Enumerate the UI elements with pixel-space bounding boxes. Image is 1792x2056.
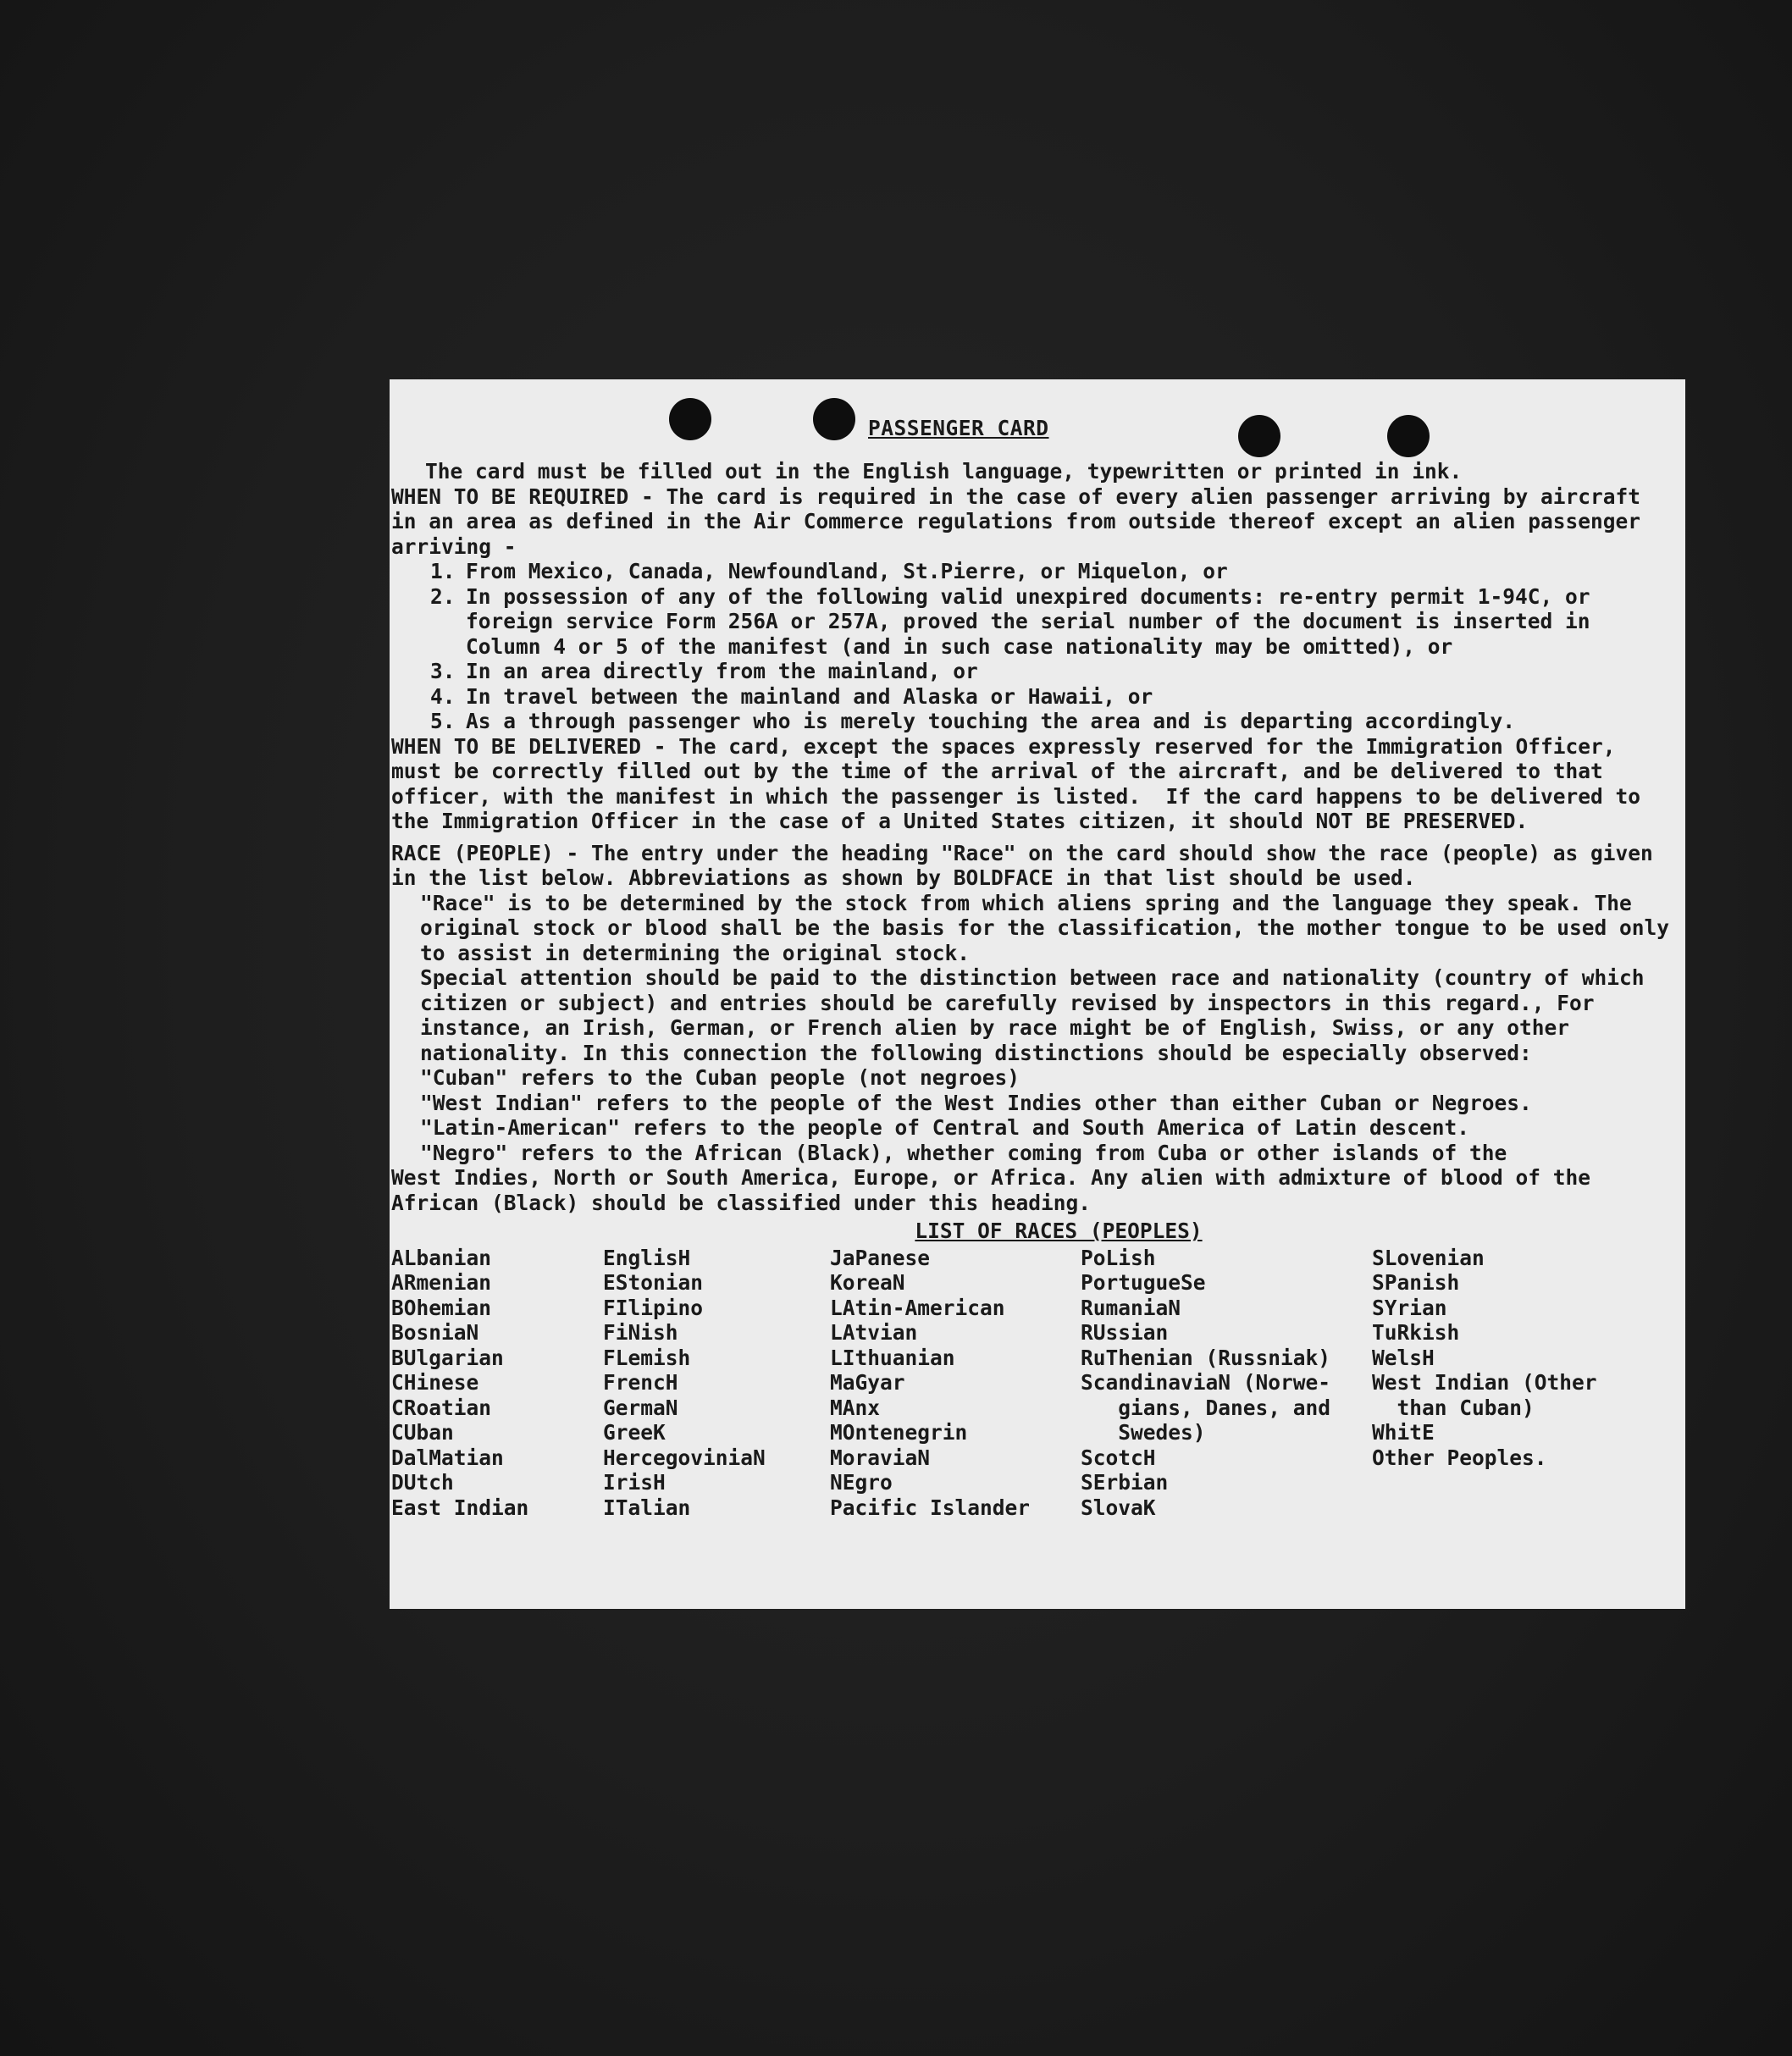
race-entry: NEgro <box>830 1470 893 1495</box>
race-entry: ITalian <box>603 1495 691 1520</box>
list-item <box>430 584 1675 660</box>
race-entry: RumaniaN <box>1081 1295 1181 1320</box>
item-text: From Mexico, Canada, Newfoundland, St.Pierre, or Miquelon, or <box>466 559 1228 583</box>
item-text: As a through passenger who is merely touching the area and is departing accordingly. <box>466 709 1516 733</box>
race-entry: MoraviaN <box>830 1445 931 1470</box>
document-body <box>391 459 1682 1520</box>
race-entry: RuThenian (Russniak) <box>1081 1345 1331 1370</box>
race-entry: FrencH <box>603 1370 678 1395</box>
race-entry: GermaN <box>603 1395 678 1420</box>
races-list <box>391 1246 1675 1521</box>
race-entry: WelsH <box>1372 1345 1435 1370</box>
item-text: In travel between the mainland and Alaska or Hawaii, or <box>466 683 1153 709</box>
race-entry: BosniaN <box>391 1320 479 1345</box>
race-entry: SErbian <box>1081 1470 1169 1495</box>
item-number: 5. <box>430 709 456 733</box>
race-entry: LIthuanian <box>830 1345 955 1370</box>
exception-list <box>391 559 1675 734</box>
race-entry: EnglisH <box>603 1245 691 1270</box>
race-entry: gians, Danes, and <box>1081 1395 1331 1420</box>
negro-note-first-line: "Negro" refers to the African (Black), whether coming from Cuba or other islands of the <box>420 1140 1507 1165</box>
race-entry: MOntenegrin <box>830 1420 968 1445</box>
when-required-paragraph <box>391 484 1675 560</box>
when-delivered-heading: WHEN TO BE DELIVERED <box>391 733 642 759</box>
passenger-card-page <box>390 379 1685 1609</box>
races-column-5 <box>1372 1246 1634 1521</box>
race-entry: BOhemian <box>391 1295 492 1320</box>
race-entry: PoLish <box>1081 1245 1156 1270</box>
race-entry: IrisH <box>603 1470 666 1495</box>
list-item <box>430 684 1675 710</box>
race-entry: ARmenian <box>391 1270 492 1295</box>
race-entry: FiNish <box>603 1320 678 1345</box>
race-entry: Other Peoples. <box>1372 1445 1547 1470</box>
race-entry: JaPanese <box>830 1245 931 1270</box>
list-item <box>430 659 1675 684</box>
punch-hole <box>813 398 855 440</box>
race-entry: WhitE <box>1372 1420 1435 1445</box>
race-entry: SLovenian <box>1372 1245 1485 1270</box>
race-entry: Swedes) <box>1081 1420 1206 1445</box>
race-heading: RACE (PEOPLE) <box>391 840 554 865</box>
when-required-heading: WHEN TO BE REQUIRED <box>391 484 629 509</box>
race-entry: DUtch <box>391 1470 454 1495</box>
race-entry: SYrian <box>1372 1295 1447 1320</box>
races-list-title: LIST OF RACES (PEOPLES) <box>915 1219 1203 1243</box>
item-text: In an area directly from the mainland, or <box>466 659 978 683</box>
race-entry: TuRkish <box>1372 1320 1460 1345</box>
race-entry: GreeK <box>603 1420 666 1445</box>
race-entry: CRoatian <box>391 1395 492 1420</box>
race-entry: MAnx <box>830 1395 881 1420</box>
when-delivered-paragraph <box>391 734 1675 834</box>
item-number: 4. <box>430 683 456 709</box>
race-entry: HercegoviniaN <box>603 1445 766 1470</box>
race-entry: FIlipino <box>603 1295 704 1320</box>
race-entry: MaGyar <box>830 1370 905 1395</box>
race-entry: ScandinaviaN (Norwe- <box>1081 1370 1331 1395</box>
races-column-3 <box>830 1246 1081 1521</box>
race-text: - The entry under the heading "Race" on the card should show the race (people) as given in the list below. Abbreviations as shown by BOLDFACE in that list should be used. <box>391 840 1666 890</box>
punch-hole <box>1387 415 1430 457</box>
races-column-4 <box>1081 1246 1372 1521</box>
item-number: 1. <box>430 559 456 583</box>
negro-note-continuation: West Indies, North or South America, Europe, or Africa. Any alien with admixture of blood of the African (Black) should be classified under this heading. <box>391 1165 1603 1215</box>
race-entry: FLemish <box>603 1345 691 1370</box>
race-entry: SPanish <box>1372 1270 1460 1295</box>
races-column-1 <box>391 1246 603 1521</box>
intro-paragraph: The card must be filled out in the English language, typewritten or printed in ink. <box>425 459 1463 484</box>
race-entry: KoreaN <box>830 1270 905 1295</box>
race-paragraph <box>391 841 1675 891</box>
race-entry: CUban <box>391 1420 454 1445</box>
race-entry: ScotcH <box>1081 1445 1156 1470</box>
race-entry: West Indian (Other <box>1372 1370 1597 1395</box>
race-entry: PortugueSe <box>1081 1270 1206 1295</box>
punch-hole <box>669 398 711 440</box>
race-entry: ALbanian <box>391 1245 492 1270</box>
race-entry: East Indian <box>391 1495 529 1520</box>
list-item <box>430 709 1675 734</box>
race-entry: SlovaK <box>1081 1495 1156 1520</box>
list-item <box>430 559 1675 584</box>
item-text: In possession of any of the following valid unexpired documents: re-entry permit 1-94C, or foreign service Form 256A or 257A, proved the serial number of the document is inserted in Column 4 or 5 of the manifest (and in such case nationality may be omitted), or <box>466 583 1590 659</box>
west-indian-note: "West Indian" refers to the people of the West Indies other than either Cuban or Negroes. <box>420 1090 1532 1115</box>
distinction-paragraph: Special attention should be paid to the distinction between race and nationality (country of which citizen or subject) and entries should be carefully revised by inspectors in this regard., For instance, an Irish, German, or French alien by race might be of English, Swiss, or any other nationality. In this connection the following distinctions should be especially observed: <box>420 965 1657 1065</box>
race-entry: EStonian <box>603 1270 704 1295</box>
race-entry: LAtin-American <box>830 1295 1005 1320</box>
race-entry: LAtvian <box>830 1320 918 1345</box>
race-entry: than Cuban) <box>1372 1395 1535 1420</box>
punch-hole <box>1238 415 1280 457</box>
item-number: 3. <box>430 659 456 683</box>
cuban-note: "Cuban" refers to the Cuban people (not negroes) <box>420 1065 1020 1090</box>
race-entry: CHinese <box>391 1370 479 1395</box>
when-required-text: - The card is required in the case of every alien passenger arriving by aircraft in an area as defined in the Air Commerce regulations from outside thereof except an alien passenger arriving - <box>391 484 1653 559</box>
race-entry: DalMatian <box>391 1445 504 1470</box>
page-title: PASSENGER CARD <box>868 416 1049 440</box>
race-entry: Pacific Islander <box>830 1495 1031 1520</box>
race-entry: BUlgarian <box>391 1345 504 1370</box>
race-entry: RUssian <box>1081 1320 1169 1345</box>
latin-american-note: "Latin-American" refers to the people of Central and South America of Latin descent. <box>420 1115 1470 1140</box>
race-definition-paragraph: "Race" is to be determined by the stock from which aliens spring and the language they speak. The original stock or blood shall be the basis for the classification, the mother tongue to be used only to assist in determining the original stock. <box>420 890 1682 965</box>
when-delivered-text: - The card, except the spaces expressly reserved for the Immigration Officer, must be correctly filled out by the time of the arrival of the aircraft, and be delivered to that officer, with the manifest in which the passenger is listed. If the card happens to be delivered to the Immigration Officer in the case of a United States citizen, it should NOT BE PRESERVED. <box>391 733 1653 833</box>
item-number: 2. <box>430 583 456 609</box>
races-column-2 <box>603 1246 830 1521</box>
